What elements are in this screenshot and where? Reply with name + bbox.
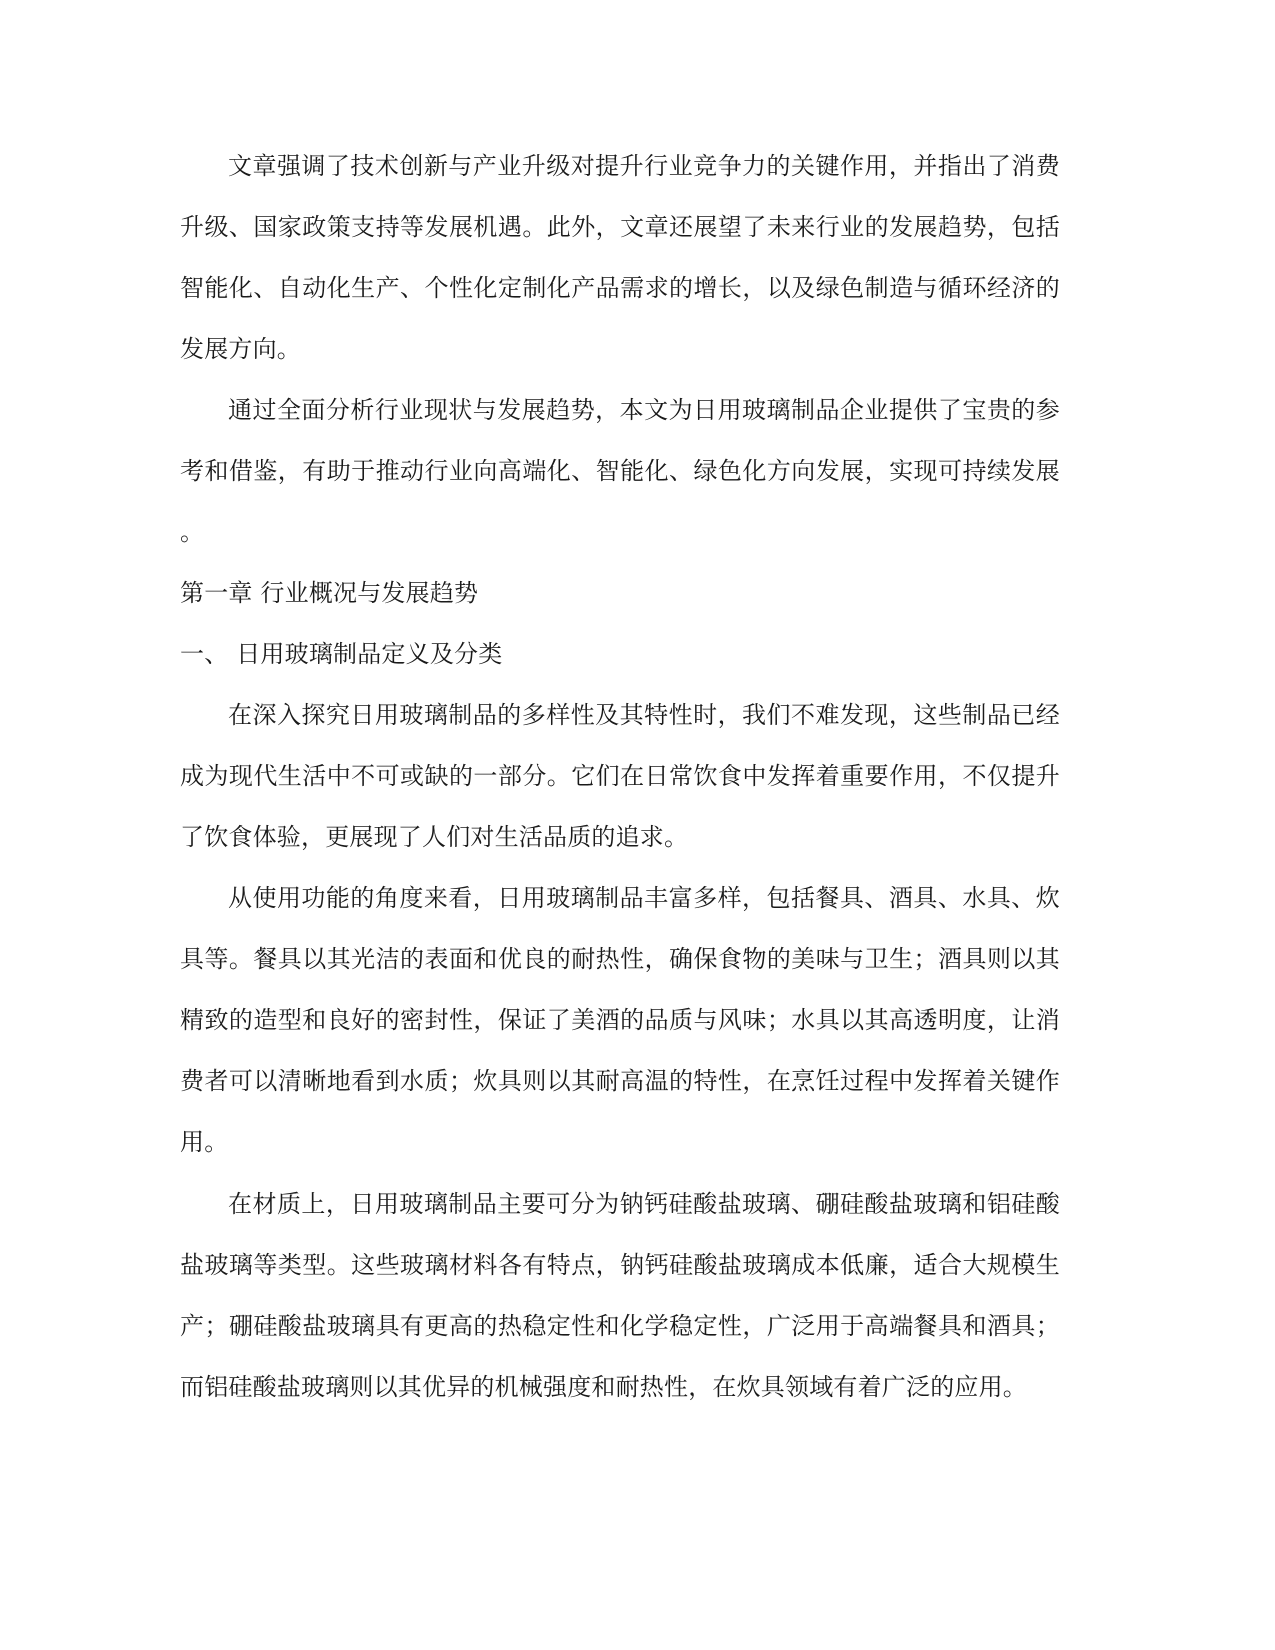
chapter-heading: 第一章 行业概况与发展趋势 — [180, 579, 479, 607]
paragraph-line: 在深入探究日用玻璃制品的多样性及其特性时，我们不难发现，这些制品已经 — [228, 701, 1060, 729]
paragraph-line: 精致的造型和良好的密封性，保证了美酒的品质与风味；水具以其高透明度，让消 — [180, 1006, 1060, 1034]
paragraph-line: 盐玻璃等类型。这些玻璃材料各有特点，钠钙硅酸盐玻璃成本低廉，适合大规模生 — [180, 1251, 1060, 1279]
paragraph-line: 用。 — [180, 1128, 229, 1156]
paragraph-line: 从使用功能的角度来看，日用玻璃制品丰富多样，包括餐具、酒具、水具、炊 — [228, 884, 1060, 912]
paragraph-line: 智能化、自动化生产、个性化定制化产品需求的增长，以及绿色制造与循环经济的 — [180, 274, 1060, 302]
paragraph-line: 发展方向。 — [180, 335, 301, 363]
paragraph-line: 而铝硅酸盐玻璃则以其优异的机械强度和耐热性，在炊具领域有着广泛的应用。 — [180, 1373, 1027, 1401]
paragraph-line: 产；硼硅酸盐玻璃具有更高的热稳定性和化学稳定性，广泛用于高端餐具和酒具； — [180, 1312, 1060, 1340]
paragraph-line: 。 — [180, 518, 205, 546]
paragraph-line: 通过全面分析行业现状与发展趋势，本文为日用玻璃制品企业提供了宝贵的参 — [228, 396, 1060, 424]
paragraph-line: 了饮食体验，更展现了人们对生活品质的追求。 — [180, 823, 689, 851]
paragraph-line: 成为现代生活中不可或缺的一部分。它们在日常饮食中发挥着重要作用，不仅提升 — [180, 762, 1060, 790]
section-heading: 一、 日用玻璃制品定义及分类 — [180, 640, 503, 668]
paragraph-line: 在材质上，日用玻璃制品主要可分为钠钙硅酸盐玻璃、硼硅酸盐玻璃和铝硅酸 — [228, 1190, 1060, 1218]
paragraph-line: 具等。餐具以其光洁的表面和优良的耐热性，确保食物的美味与卫生；酒具则以其 — [180, 945, 1060, 973]
paragraph-line: 升级、国家政策支持等发展机遇。此外，文章还展望了未来行业的发展趋势，包括 — [180, 213, 1060, 241]
paragraph-line: 考和借鉴，有助于推动行业向高端化、智能化、绿色化方向发展，实现可持续发展 — [180, 457, 1060, 485]
paragraph-line: 文章强调了技术创新与产业升级对提升行业竞争力的关键作用，并指出了消费 — [228, 152, 1060, 180]
paragraph-line: 费者可以清晰地看到水质；炊具则以其耐高温的特性，在烹饪过程中发挥着关键作 — [180, 1067, 1060, 1095]
